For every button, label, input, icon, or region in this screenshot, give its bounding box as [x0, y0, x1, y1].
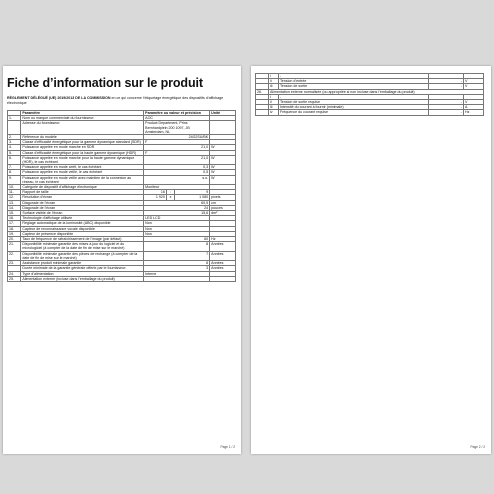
- row-value: Non: [144, 231, 210, 236]
- row-label: Tension de sortie requise: [279, 100, 429, 105]
- row-number: 6.: [8, 155, 21, 164]
- row-unit: V: [464, 84, 484, 89]
- row-value: F: [144, 150, 210, 155]
- row-value: 60,5: [144, 200, 210, 205]
- page-number: Page 2 / 2: [470, 445, 485, 449]
- row-label: Diagonale de l’écran: [21, 200, 144, 205]
- row-number: 1.: [8, 116, 21, 121]
- row-value: Non: [144, 226, 210, 231]
- row-value: 8: [144, 242, 210, 251]
- row-value: Interne: [144, 271, 210, 276]
- table-row: [8, 175, 236, 184]
- row-value: 7: [144, 251, 210, 260]
- row-unit: Années: [210, 242, 236, 251]
- row-value: -: [429, 84, 464, 89]
- header-unit: Unité: [210, 111, 236, 116]
- row-value: 21,0: [144, 145, 210, 150]
- row-unit: dm²: [210, 211, 236, 216]
- row-value-b: 1 080: [175, 195, 210, 200]
- row-label: Adresse du fournisseur:: [21, 121, 144, 135]
- row-unit: W: [210, 145, 236, 150]
- row-label: Capteur de présence disponible: [21, 231, 144, 236]
- row-label: Disponibilité minimale garantie des pièces de rechange (à compter de la date de fin de mise sur le marché): [21, 251, 144, 260]
- row-value: 0,5: [144, 170, 210, 175]
- row-number: 4.: [8, 145, 21, 150]
- table-row: [8, 242, 236, 251]
- row-value: -: [429, 105, 464, 110]
- row-number: 9.: [8, 175, 21, 184]
- row-label: Capteur de reconnaissance vocale disponible: [21, 226, 144, 231]
- row-value-b: 9: [175, 190, 210, 195]
- regulation-subject: en ce qui concerne l’étiquetage énergétique des dispositifs d’affichage électronique: [7, 96, 224, 105]
- row-number: 21.: [8, 242, 21, 251]
- row-label: Réglage automatique de la luminosité (ABC) disponible: [21, 221, 144, 226]
- row-label: Alimentation externe (incluse dans l’emballage du produit): [21, 276, 144, 281]
- row-value: -: [429, 100, 464, 105]
- row-label: Nom ou marque commerciale du fournisseur:: [21, 116, 144, 121]
- row-unit: pixels: [210, 195, 236, 200]
- row-number: 3.: [8, 140, 21, 145]
- row-label: -: [279, 74, 429, 79]
- row-label: Puissance appelée en mode veille, le cas échéant: [21, 170, 144, 175]
- row-value: [144, 276, 210, 281]
- row-label: Tension de sortie: [279, 84, 429, 89]
- document-title: Fiche d’information sur le produit: [7, 76, 203, 90]
- row-value: 21,0: [144, 155, 210, 164]
- row-value: Moniteur: [144, 185, 210, 190]
- row-unit: cm: [210, 200, 236, 205]
- row-label: Alimentation externe normalisée (ou appropriée si non incluse dans l’emballage du produit): [269, 89, 484, 94]
- row-label: Intensité du courant à fournir (minimale): [279, 105, 429, 110]
- row-label: Catégorie de dispositif d’affichage électronique: [21, 185, 144, 190]
- row-value: 0,3: [144, 165, 210, 170]
- row-label: Puissance appelée en mode marche en SDR: [21, 145, 144, 150]
- row-unit: W: [210, 155, 236, 164]
- row-number: 18.: [8, 226, 21, 231]
- row-unit: pouces: [210, 205, 236, 210]
- row-unit: W: [210, 170, 236, 175]
- row-value: Non: [144, 221, 210, 226]
- row-label: Puissance appelée en mode veille avec maintien de la connexion au réseau, le cas échéant: [21, 175, 144, 184]
- row-label: Rapport de taille: [21, 190, 144, 195]
- row-number: 7.: [8, 165, 21, 170]
- row-unit: [210, 276, 236, 281]
- row-value: -: [429, 110, 464, 115]
- row-unit: W: [210, 165, 236, 170]
- product-info-table: [7, 110, 236, 282]
- row-label: Diagonale de l’écran: [21, 205, 144, 210]
- power-supply-table: [255, 73, 484, 116]
- row-label: Puissance appelée en mode arrêt, le cas échéant: [21, 165, 144, 170]
- row-subnumber: ii: [269, 79, 279, 84]
- row-label: Fréquence du courant requise: [279, 110, 429, 115]
- row-number: 25.: [8, 276, 21, 281]
- row-subnumber: iii: [269, 84, 279, 89]
- row-label: Tension d’entrée: [279, 79, 429, 84]
- row-unit: Années: [210, 251, 236, 260]
- row-label: Classe d’efficacité énergétique pour la gamme dynamique standard (SDR): [21, 140, 144, 145]
- table-row: [8, 121, 236, 135]
- row-value: s.o.: [144, 175, 210, 184]
- row-number: 5.: [8, 150, 21, 155]
- row-label: Classe d’efficacité énergétique pour la haute gamme dynamique (HDR): [21, 150, 144, 155]
- row-number: 24.: [8, 271, 21, 276]
- row-number: 15.: [8, 211, 21, 216]
- row-number: 8.: [8, 170, 21, 175]
- row-unit: V: [464, 100, 484, 105]
- row-number: 26.: [256, 89, 269, 94]
- row-value-separator: :: [166, 190, 174, 195]
- row-value: 3: [144, 266, 210, 271]
- row-number: 14.: [8, 205, 21, 210]
- page-number: Page 1 / 2: [220, 445, 235, 449]
- row-label: Assistance produit minimale garantie: [21, 261, 144, 266]
- row-label: Résolution d’écran: [21, 195, 144, 200]
- row-unit: A: [464, 105, 484, 110]
- row-unit: Années: [210, 261, 236, 266]
- row-number: 17.: [8, 221, 21, 226]
- row-value-a: 16: [144, 190, 167, 195]
- row-unit: V: [464, 79, 484, 84]
- row-label: Disponibilité minimale garantie des mises à jour du logiciel et du micrologiciel (à compter de la date de fin de mise sur le marché): [21, 242, 144, 251]
- row-subnumber: i: [269, 74, 279, 79]
- row-value: Product Department, Prins Bernhardplein 200 1097, JB Amsterdam, NL: [144, 121, 210, 135]
- row-label: Type d’alimentation:: [21, 271, 144, 276]
- document-page-2: [251, 66, 491, 454]
- row-value: F: [144, 140, 210, 145]
- regulation-intro: [7, 96, 235, 105]
- row-number: 19.: [8, 231, 21, 236]
- row-value: 60: [144, 237, 210, 242]
- header-parameter: Paramètre: [21, 111, 144, 116]
- row-number: 23.: [8, 261, 21, 266]
- table-row: [8, 276, 236, 281]
- row-unit: Hz: [464, 110, 484, 115]
- table-row: [8, 155, 236, 164]
- row-number: 12.: [8, 195, 21, 200]
- row-subnumber: ii: [269, 100, 279, 105]
- row-unit: [210, 121, 236, 135]
- row-unit: Années: [210, 266, 236, 271]
- row-value: LED LCD: [144, 216, 210, 221]
- row-label: Taux de fréquence de rafraîchissement de l’image (par défaut): [21, 237, 144, 242]
- header-value: Paramètre ou valeur et précision: [144, 111, 210, 116]
- row-number: 2.: [8, 135, 21, 140]
- row-value: 24G2SU/BK: [144, 135, 210, 140]
- row-number: [8, 121, 21, 135]
- document-page-1: [3, 66, 241, 454]
- row-value-a: 1 920: [144, 195, 167, 200]
- row-subnumber: iv: [269, 110, 279, 115]
- row-value: 24: [144, 205, 210, 210]
- row-value-separator: x: [166, 195, 174, 200]
- row-number: 16.: [8, 216, 21, 221]
- row-subnumber: i: [269, 94, 279, 99]
- row-value: -: [429, 79, 464, 84]
- row-number: 11.: [8, 190, 21, 195]
- row-number: 20.: [8, 237, 21, 242]
- regulation-reference: RÈGLEMENT DÉLÉGUÉ (UE) 2019/2013 DE LA COMMISSION: [7, 96, 111, 100]
- row-label: Durée minimale de la garantie générale offerte par le fournisseur:: [21, 266, 144, 271]
- row-label: -: [279, 94, 429, 99]
- row-value: 8: [144, 261, 210, 266]
- row-label: Technologie d’affichage utilisée: [21, 216, 144, 221]
- row-number: 22.: [8, 251, 21, 260]
- row-unit: Hz: [210, 237, 236, 242]
- row-label: Référence du modèle: [21, 135, 144, 140]
- row-number: 10.: [8, 185, 21, 190]
- row-value: 15,6: [144, 211, 210, 216]
- row-number: [256, 110, 269, 115]
- row-unit: W: [210, 175, 236, 184]
- row-label: Puissance appelée en mode marche pour la haute gamme dynamique (HDR), le cas échéant: [21, 155, 144, 164]
- row-number: 13.: [8, 200, 21, 205]
- row-label: Surface visible de l’écran: [21, 211, 144, 216]
- table-row: [256, 110, 484, 115]
- table-row: [8, 251, 236, 260]
- row-value: AOC: [144, 116, 210, 121]
- row-subnumber: iii: [269, 105, 279, 110]
